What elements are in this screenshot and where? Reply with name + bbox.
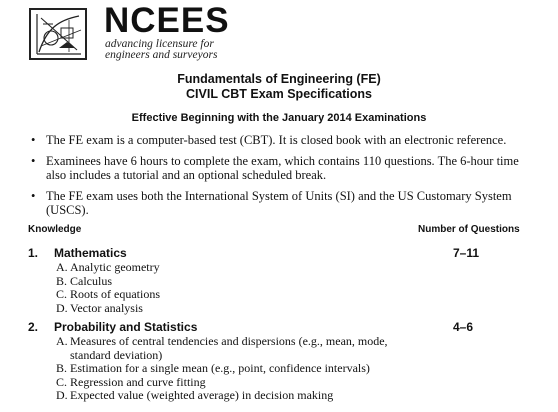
document-subtitle: Effective Beginning with the January 2014 Examinations [131,112,427,124]
bullet-icon: • [31,153,36,168]
exam-note-text: Examinees have 6 hours to complete the exam, which contains 110 questions. The 6-hour time also includes a tutorial and an optional scheduled break. [46,153,519,182]
logo-tagline-line-2: engineers and surveyors [105,49,218,61]
logo-tagline-line-1: advancing licensure for [105,38,214,50]
topic-item [28,302,408,316]
question-count: 4–6 [453,320,474,334]
topic-text: Calculus [70,273,112,288]
section-heading-row [28,320,528,335]
section-number: 2. [28,320,39,334]
topic-text: Measures of central tendencies and dispersions (e.g., mean, mode, standard deviation) [70,334,388,362]
topic-letter: C. [56,374,68,389]
knowledge-column-header: Knowledge [28,224,82,235]
topic-text: Vector analysis [70,300,143,315]
logo-wordmark: NCEES [104,1,230,40]
question-count: 7–11 [453,246,480,260]
section-title: Mathematics [54,246,127,260]
topic-item [28,362,408,376]
exam-notes-list [28,133,533,224]
exam-note-text: The FE exam is a computer-based test (CBT). It is closed book with an electronic reference. [46,133,507,147]
knowledge-section-probability-statistics [28,320,528,403]
logo-tagline [105,39,217,61]
document-header [0,72,558,125]
topic-letter: B. [56,361,68,375]
topic-text: Regression and curve fitting [70,374,206,389]
exam-note [28,133,533,148]
exam-note [28,189,533,218]
document-title: Fundamentals of Engineering (FE) [177,72,381,86]
bullet-icon: • [31,133,36,147]
topic-letter: D. [56,300,68,315]
topic-item [28,275,408,289]
ncees-emblem-icon [29,8,87,60]
bullet-icon: • [31,188,36,203]
section-heading-row [28,246,528,261]
topic-letter: B. [56,273,68,288]
topic-item [28,288,408,302]
topic-item [28,376,408,390]
topic-text: Roots of equations [70,287,160,301]
topic-item [28,389,408,403]
ncees-logo [20,2,280,64]
topic-letter: C. [56,287,68,301]
knowledge-section-mathematics [28,246,528,315]
section-title: Probability and Statistics [54,320,198,334]
topic-text: Estimation for a single mean (e.g., point, confidence intervals) [70,361,370,375]
topic-text: Expected value (weighted average) in decision making [70,388,334,402]
topic-letter: A. [56,260,68,274]
questions-column-header: Number of Questions [418,224,520,235]
topic-list [28,261,528,315]
exam-note [28,154,533,183]
document-title-secondary: CIVIL CBT Exam Specifications [186,87,372,101]
exam-note-text: The FE exam uses both the International System of Units (SI) and the US Customary System (USCS). [46,188,512,217]
topic-letter: D. [56,388,68,402]
topic-item [28,335,408,362]
section-number: 1. [28,246,39,260]
topic-text: Analytic geometry [70,260,160,274]
topic-letter: A. [56,334,68,348]
topic-item [28,261,408,275]
topic-list [28,335,528,403]
